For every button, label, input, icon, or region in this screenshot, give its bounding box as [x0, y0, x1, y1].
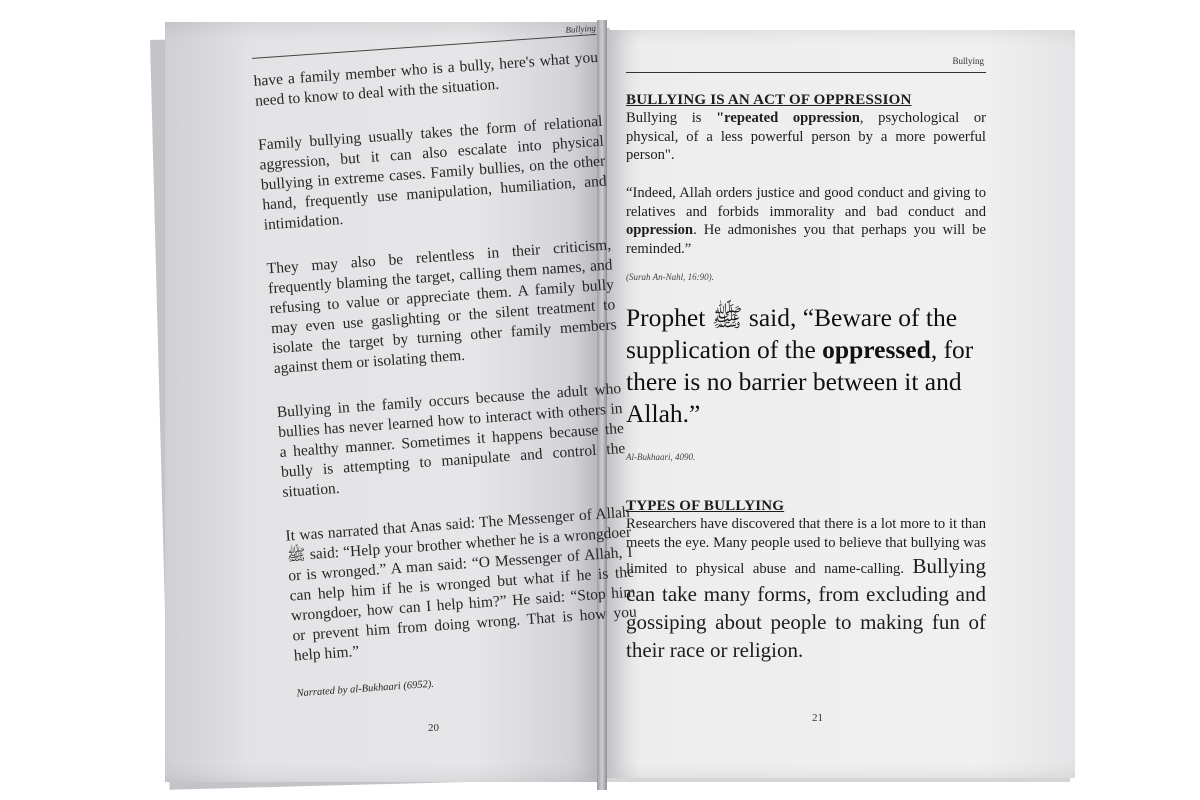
hadith-block — [626, 302, 986, 430]
types-text — [626, 515, 986, 664]
right-page-header — [626, 56, 986, 73]
verse-reference: (Surah An-Nahl, 16:90). — [626, 272, 714, 282]
left-paragraph-2: Family bullying usually takes the form of relational aggression, but it can also escalate into physical bullying in extreme cases. Family bullies, on the other hand, frequently use manipulation, humiliation, and intimidation. — [257, 112, 608, 234]
left-paragraph-5: It was narrated that Anas said: The Messenger of Allah ﷺ said: “Help your brother whether he is a wrongdoer or is wronged.” A man said: “O Messenger of Allah, I can help him if he is wronged but what if he is the wrongdoer, how can I help him?” He said: “Stop him or prevent him from doing wrong. That is how you help him.” — [284, 503, 638, 665]
verse-block — [626, 184, 986, 258]
types-emphasis: Bullying can take many forms, from excluding and gossiping about people to making fun of their race or religion. — [626, 554, 986, 662]
verse-text — [626, 184, 986, 258]
bullying-definition — [626, 109, 986, 165]
left-page-body — [253, 48, 643, 728]
left-reference: Narrated by al-Bukhaari (6952). — [296, 678, 435, 700]
left-paragraph-3: They may also be relentless in their criticism, frequently blaming the target, calling them names, and refusing to value or appreciate them. A family bully may even use gaslighting or the silent treatment to isolate the target by turning other family members against them or isolating them. — [266, 236, 618, 378]
definition-bold: "repeated oppression — [716, 110, 860, 126]
verse-prefix: “Indeed, Allah orders justice and good conduct and giving to relatives and forbids immorality and bad conduct and — [626, 185, 986, 220]
hadith-prefix: Prophet ﷺ said, “Beware of the supplication of the — [626, 303, 958, 364]
oppression-section — [626, 92, 986, 165]
left-paragraph-1: have a family member who is a bully, here's what you need to know to deal with the situation. — [253, 48, 599, 110]
hadith-quote — [626, 302, 986, 430]
left-running-head: Bullying — [565, 22, 597, 35]
types-body: Researchers have discovered that there is a lot more to it than meets the eye. Many people used to believe that bullying was limited to physical abuse and name-calling. — [626, 516, 986, 577]
right-page-number: 21 — [812, 712, 823, 724]
types-section — [626, 498, 986, 664]
verse-bold: oppression — [626, 222, 694, 238]
hadith-suffix: , for there is no barrier between it and Allah.” — [626, 335, 974, 428]
definition-prefix: Bullying is — [626, 110, 717, 126]
left-page-content — [250, 4, 638, 700]
left-paragraph-4: Bullying in the family occurs because the adult who bullies has never learned how to interact with others in a healthy manner. Sometimes it happens because the bully is attempting to manipulate and control the situation. — [276, 380, 626, 501]
heading-oppression: BULLYING IS AN ACT OF OPPRESSION — [626, 92, 912, 108]
hadith-bold: oppressed — [822, 335, 931, 364]
left-page-number: 20 — [428, 722, 439, 734]
hadith-reference: Al-Bukhaari, 4090. — [626, 452, 696, 462]
right-running-head: Bullying — [952, 56, 984, 66]
verse-suffix: . He admonishes you that perhaps you will be reminded.” — [626, 222, 986, 257]
heading-types: TYPES OF BULLYING — [626, 498, 785, 514]
definition-suffix: , psychological or physical, of a less powerful person by a more powerful person". — [626, 110, 986, 163]
